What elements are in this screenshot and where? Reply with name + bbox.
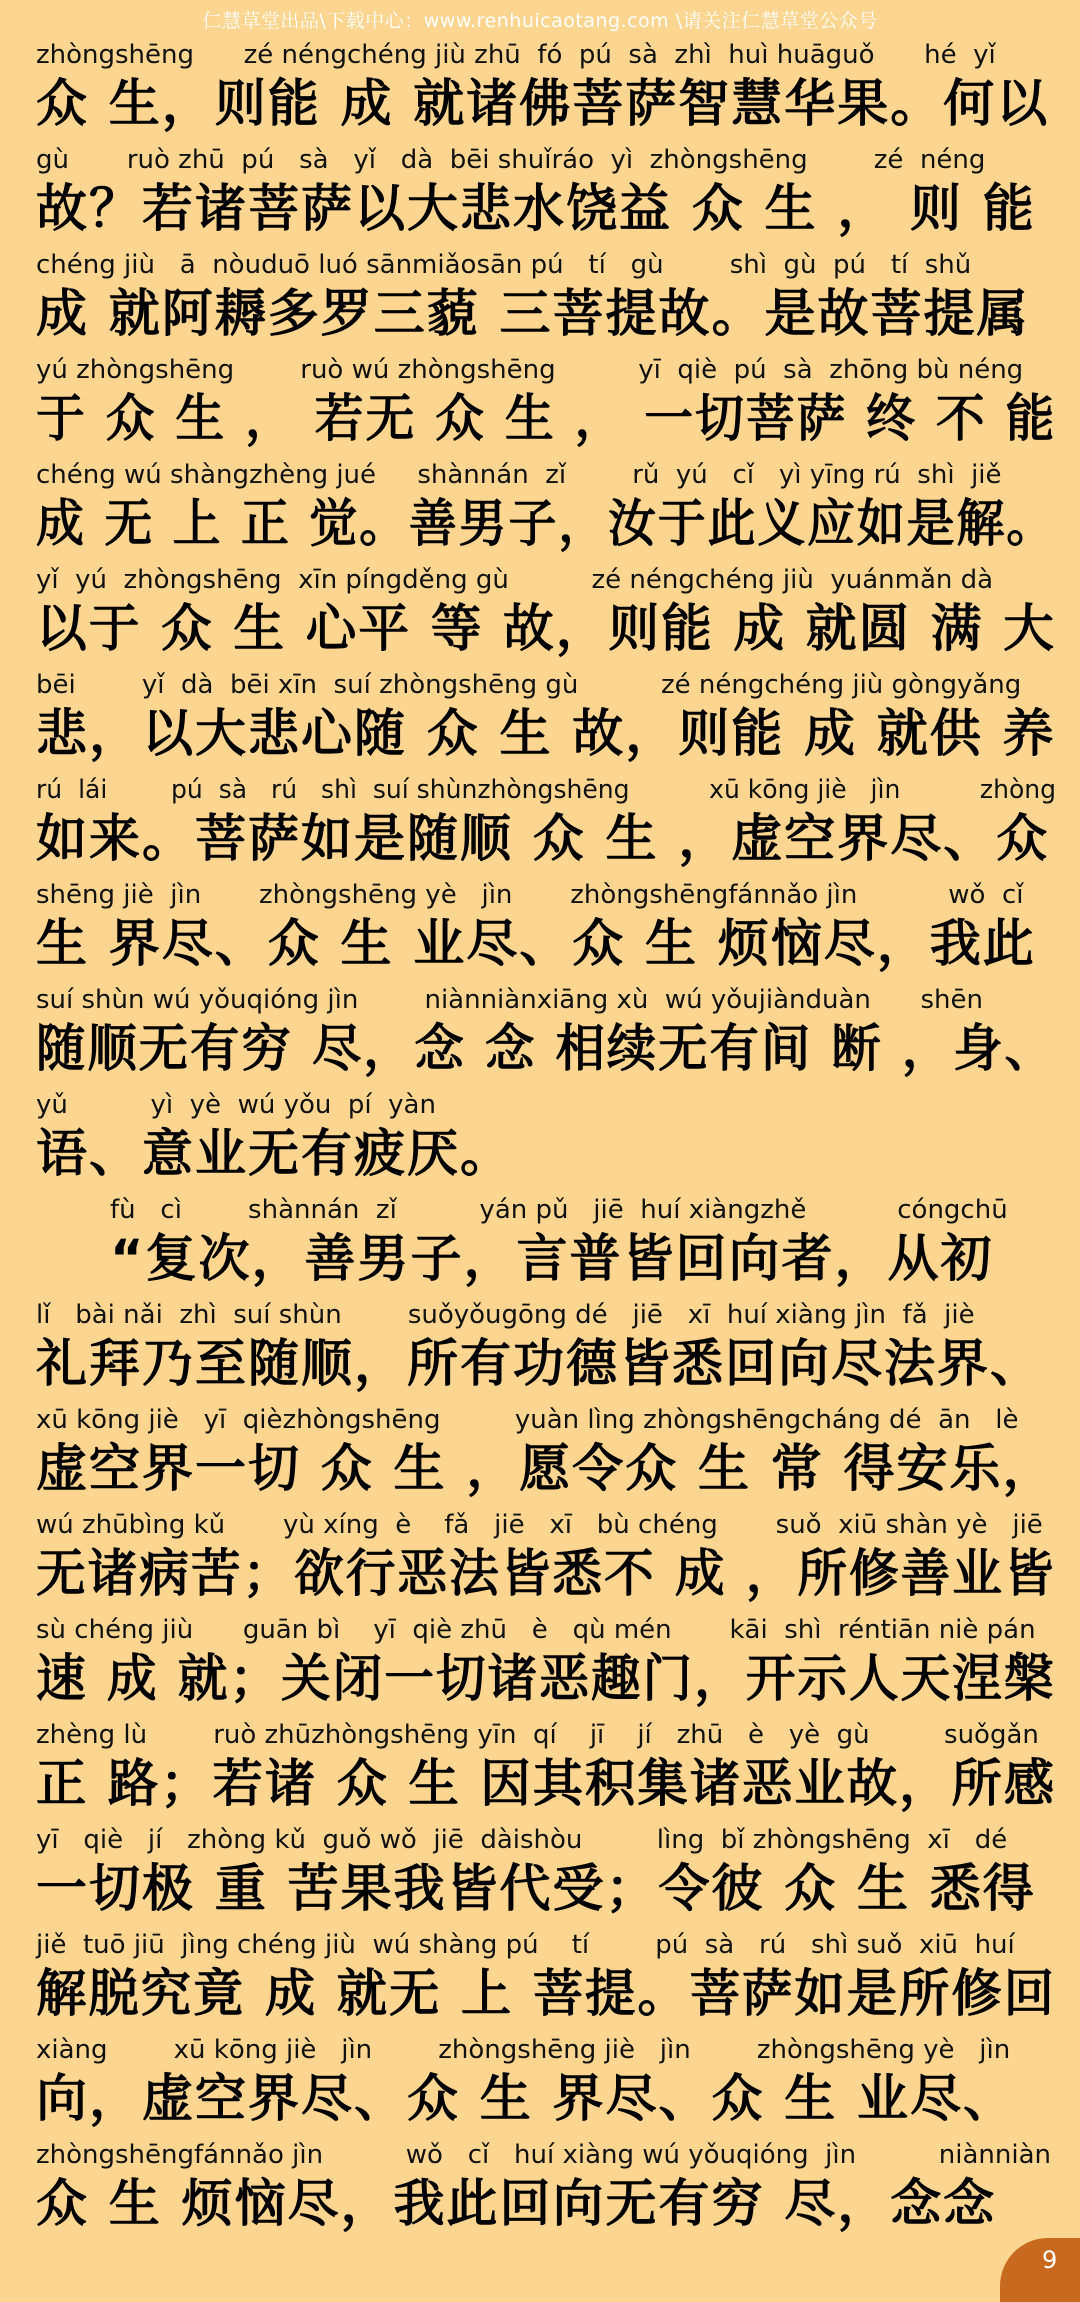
text-line [0, 458, 1080, 563]
hanzi-text: “复次，善男子，言普皆回向者，从初 [110, 1230, 994, 1289]
hanzi-text: 成 无 上 正 觉。善男子，汝于此义应如是解。 [36, 495, 1057, 554]
pinyin-annotation: xiàng xū kōng jiè jìn zhòngshēng jiè jìn zhòngshēng yè jìn [36, 2035, 1011, 2065]
hanzi-text: 解脱究竟 成 就无 上 菩提。菩萨如是所修回 [36, 1965, 1057, 2024]
text-line [0, 1928, 1080, 2033]
hanzi-text: 向，虚空界尽、众 生 界尽、众 生 业尽、 [36, 2070, 1017, 2129]
text-line [0, 773, 1080, 878]
text-line [0, 353, 1080, 458]
pinyin-annotation: jiě tuō jiū jìng chéng jiù wú shàng pú tí pú sà rú shì suǒ xiū huí [36, 1930, 1015, 1960]
pinyin-annotation: yī qiè jí zhòng kǔ guǒ wǒ jiē dàishòu lìng bǐ zhòngshēng xī dé [36, 1825, 1008, 1855]
hanzi-text: 以于 众 生 心平 等 故，则能 成 就圆 满 大 [36, 600, 1056, 659]
pinyin-annotation: sù chéng jiù guān bì yī qiè zhū è qù mén kāi shì réntiān niè pán [36, 1615, 1036, 1645]
hanzi-text: 于 众 生 ， 若无 众 生 ， 一切菩萨 终 不 能 [36, 390, 1057, 449]
pinyin-annotation: wú zhūbìng kǔ yù xíng è fǎ jiē xī bù chéng suǒ xiū shàn yè jiē [36, 1510, 1043, 1540]
pinyin-annotation: shēng jiè jìn zhòngshēng yè jìn zhòngshēngfánnǎo jìn wǒ cǐ [36, 880, 1024, 910]
pinyin-annotation: bēi yǐ dà bēi xīn suí zhòngshēng gù zé néngchéng jiù gòngyǎng [36, 670, 1022, 700]
hanzi-text: 虚空界一切 众 生 ，愿令众 生 常 得安乐， [36, 1440, 1056, 1499]
text-line [0, 143, 1080, 248]
pinyin-annotation: rú lái pú sà rú shì suí shùnzhòngshēng xū kōng jiè jìn zhòng [36, 775, 1057, 805]
page-number: 9 [1042, 2246, 1058, 2274]
pinyin-annotation: fù cì shànnán zǐ yán pǔ jiē huí xiàngzhě cóngchū [110, 1195, 1008, 1225]
pinyin-annotation: lǐ bài nǎi zhì suí shùn suǒyǒugōng dé jiē xī huí xiàng jìn fǎ jiè [36, 1300, 975, 1330]
text-line [0, 2033, 1080, 2138]
text-line [0, 2138, 1080, 2243]
pinyin-annotation: xū kōng jiè yī qièzhòngshēng yuàn lìng zhòngshēngcháng dé ān lè [36, 1405, 1019, 1435]
text-line [0, 668, 1080, 773]
pinyin-annotation: zhèng lù ruò zhūzhòngshēng yīn qí jī jí zhū è yè gù suǒgǎn [36, 1720, 1039, 1750]
hanzi-text: 语、意业无有疲厌。 [36, 1125, 514, 1184]
hanzi-text: 悲，以大悲心随 众 生 故，则能 成 就供 养 [36, 705, 1056, 764]
text-line [0, 1298, 1080, 1403]
pinyin-annotation: gù ruò zhū pú sà yǐ dà bēi shuǐráo yì zhòngshēng zé néng [36, 145, 986, 175]
text-line [0, 563, 1080, 668]
pinyin-annotation: suí shùn wú yǒuqióng jìn niànniànxiāng xù wú yǒujiànduàn shēn [36, 985, 983, 1015]
text-line [0, 1403, 1080, 1508]
hanzi-text: 故？若诸菩萨以大悲水饶益 众 生 ， 则 能 [36, 180, 1036, 239]
hanzi-text: 一切极 重 苦果我皆代受；令彼 众 生 悉得 [36, 1860, 1036, 1919]
text-line [0, 1718, 1080, 1823]
pinyin-annotation: zhòngshēng zé néngchéng jiù zhū fó pú sà zhì huì huāguǒ hé yǐ [36, 40, 996, 70]
hanzi-text: 如来。菩萨如是随顺 众 生 ，虚空界尽、众 [36, 810, 1050, 869]
pinyin-annotation: chéng jiù ā nòuduō luó sānmiǎosān pú tí gù shì gù pú tí shǔ [36, 250, 972, 280]
text-line [0, 878, 1080, 983]
hanzi-text: 无诸病苦；欲行恶法皆悉不 成 ，所修善业皆 [36, 1545, 1056, 1604]
hanzi-text: 众 生，则能 成 就诸佛菩萨智慧华果。何以 [36, 75, 1050, 134]
download-header: 仁慧草堂出品\下载中心：www.renhuicaotang.com \请关注仁慧草堂公众号 [202, 10, 878, 32]
pinyin-annotation: yǐ yú zhòngshēng xīn píngděng gù zé néngchéng jiù yuánmǎn dà [36, 565, 994, 595]
hanzi-text: 随顺无有穷 尽，念 念 相续无有间 断 ，身、 [36, 1020, 1056, 1079]
text-line [0, 1193, 1080, 1298]
text-line [0, 1088, 1080, 1193]
text-line [0, 1823, 1080, 1928]
hanzi-text: 速 成 就；关闭一切诸恶趣门，开示人天涅槃 [36, 1650, 1056, 1709]
hanzi-text: 众 生 烦恼尽，我此回向无有穷 尽，念念 [36, 2175, 997, 2234]
scripture-text [0, 38, 1080, 2243]
pinyin-annotation: chéng wú shàngzhèng jué shànnán zǐ rǔ yú cǐ yì yīng rú shì jiě [36, 460, 1002, 490]
hanzi-text: 正 路；若诸 众 生 因其积集诸恶业故，所感 [36, 1755, 1057, 1814]
page-number-badge [1000, 2238, 1080, 2302]
pinyin-annotation: yǔ yì yè wú yǒu pí yàn [36, 1090, 436, 1120]
pinyin-annotation: zhòngshēngfánnǎo jìn wǒ cǐ huí xiàng wú yǒuqióng jìn niànniàn [36, 2140, 1051, 2170]
text-line [0, 248, 1080, 353]
text-line [0, 1508, 1080, 1613]
pinyin-annotation: yú zhòngshēng ruò wú zhòngshēng yī qiè pú sà zhōng bù néng [36, 355, 1024, 385]
text-line [0, 38, 1080, 143]
text-line [0, 983, 1080, 1088]
hanzi-text: 礼拜乃至随顺，所有功德皆悉回向尽法界、 [36, 1335, 1044, 1394]
hanzi-text: 成 就阿耨多罗三藐 三菩提故。是故菩提属 [36, 285, 1030, 344]
text-line [0, 1613, 1080, 1718]
hanzi-text: 生 界尽、众 生 业尽、众 生 烦恼尽，我此 [36, 915, 1036, 974]
